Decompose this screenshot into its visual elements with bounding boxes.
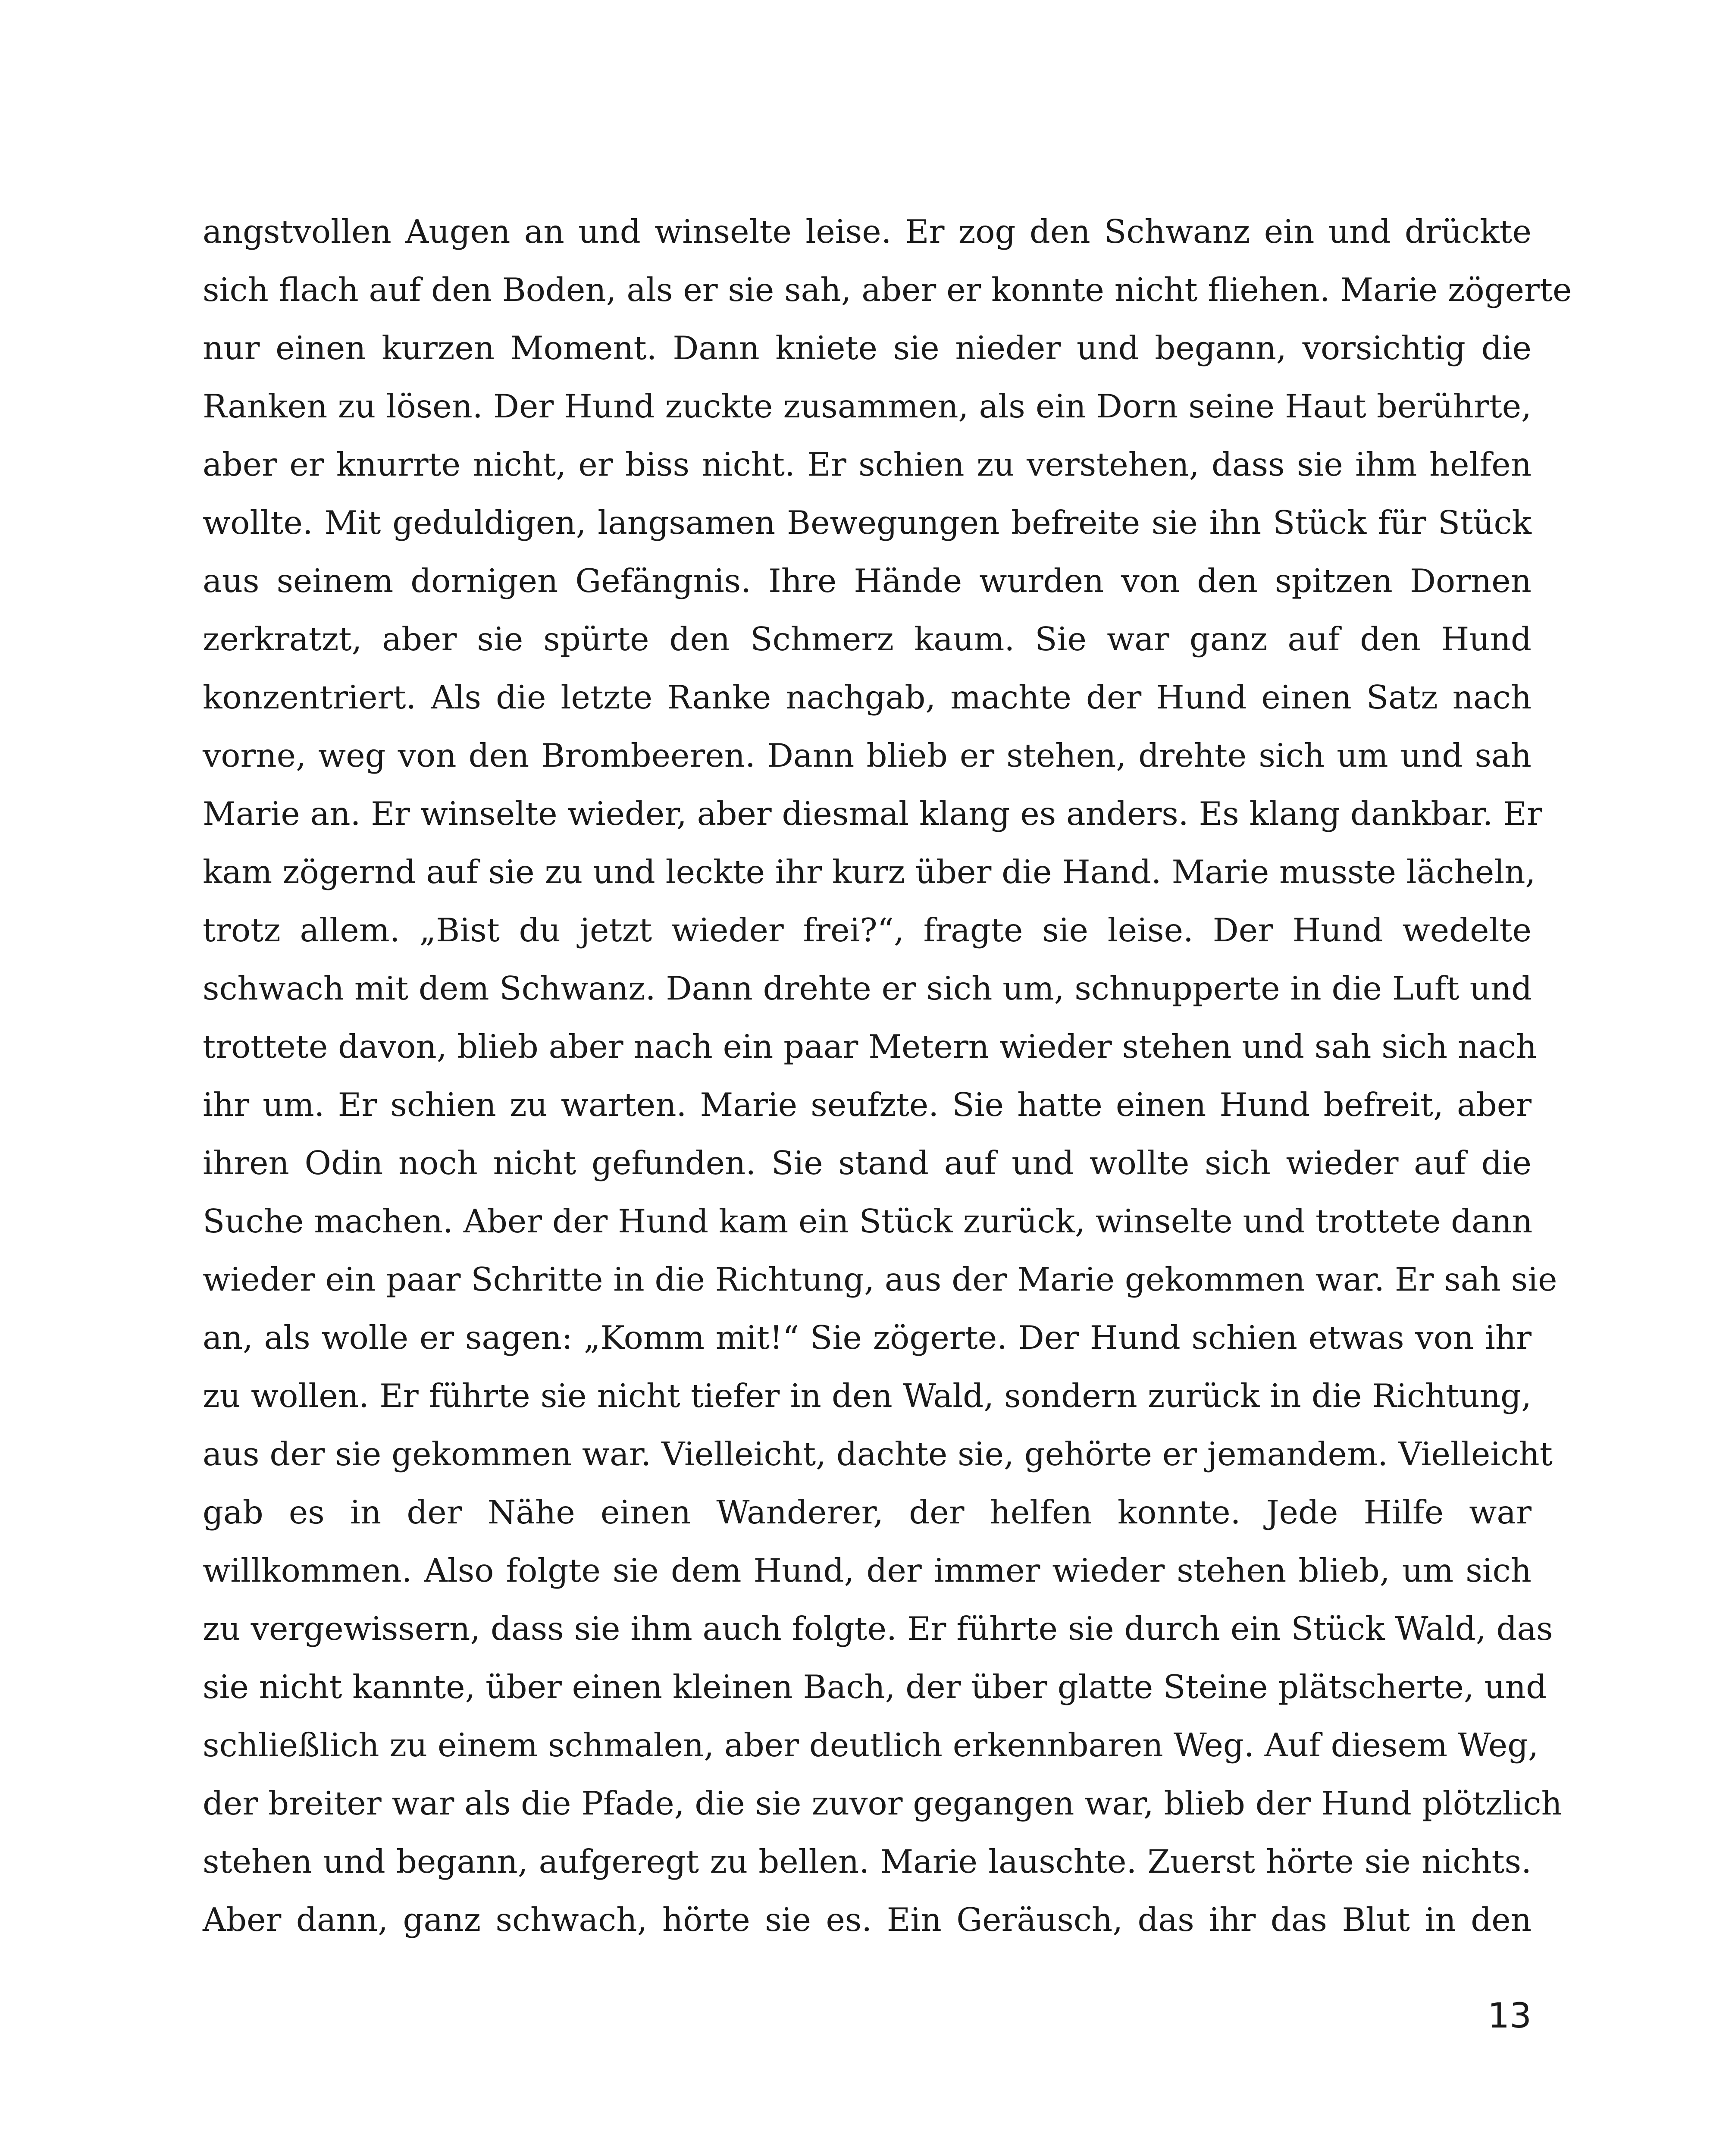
text-line: ihr um. Er schien zu warten. Marie seufzte. Sie hatte einen Hund befreit, aber <box>203 1086 1532 1124</box>
text-line: der breiter war als die Pfade, die sie zuvor gegangen war, blieb der Hund plötzlich <box>203 1784 1562 1822</box>
text-line: aber er knurrte nicht, er biss nicht. Er schien zu verstehen, dass sie ihm helfen <box>203 445 1532 483</box>
body-text <box>203 203 1572 1949</box>
text-line: trottete davon, blieb aber nach ein paar Metern wieder stehen und sah sich nach <box>203 1028 1537 1065</box>
text-line: kam zögernd auf sie zu und leckte ihr kurz über die Hand. Marie musste lächeln, <box>203 853 1536 891</box>
text-line: Aber dann, ganz schwach, hörte sie es. Ein Geräusch, das ihr das Blut in den <box>203 1901 1532 1939</box>
text-line: willkommen. Also folgte sie dem Hund, der immer wieder stehen blieb, um sich <box>203 1551 1532 1589</box>
text-line: trotz allem. „Bist du jetzt wieder frei?“, fragte sie leise. Der Hund wedelte <box>203 911 1532 949</box>
text-line: an, als wolle er sagen: „Komm mit!“ Sie zögerte. Der Hund schien etwas von ihr <box>203 1319 1532 1357</box>
text-line: ihren Odin noch nicht gefunden. Sie stand auf und wollte sich wieder auf die <box>203 1144 1532 1182</box>
text-line: vorne, weg von den Brombeeren. Dann blieb er stehen, drehte sich um und sah <box>203 736 1532 774</box>
text-line: Marie an. Er winselte wieder, aber diesmal klang es anders. Es klang dankbar. Er <box>203 795 1542 833</box>
text-line: wollte. Mit geduldigen, langsamen Bewegungen befreite sie ihn Stück für Stück <box>203 504 1532 542</box>
text-line: sich flach auf den Boden, als er sie sah, aber er konnte nicht fliehen. Marie zögerte <box>203 271 1572 309</box>
text-line: schließlich zu einem schmalen, aber deutlich erkennbaren Weg. Auf diesem Weg, <box>203 1726 1539 1764</box>
text-line: aus der sie gekommen war. Vielleicht, dachte sie, gehörte er jemandem. Vielleicht <box>203 1435 1553 1473</box>
page-number: 13 <box>1488 1996 1532 2036</box>
text-line: angstvollen Augen an und winselte leise. Er zog den Schwanz ein und drückte <box>203 213 1532 251</box>
text-line: gab es in der Nähe einen Wanderer, der helfen konnte. Jede Hilfe war <box>203 1493 1532 1531</box>
text-line: zu vergewissern, dass sie ihm auch folgte. Er führte sie durch ein Stück Wald, das <box>203 1610 1553 1648</box>
text-line: stehen und begann, aufgeregt zu bellen. Marie lauschte. Zuerst hörte sie nichts. <box>203 1843 1532 1880</box>
text-line: zu wollen. Er führte sie nicht tiefer in den Wald, sondern zurück in die Richtung, <box>203 1377 1532 1415</box>
text-line: sie nicht kannte, über einen kleinen Bach, der über glatte Steine plätscherte, und <box>203 1668 1547 1706</box>
text-line: zerkratzt, aber sie spürte den Schmerz kaum. Sie war ganz auf den Hund <box>203 620 1532 658</box>
text-line: nur einen kurzen Moment. Dann kniete sie nieder und begann, vorsichtig die <box>203 329 1532 367</box>
text-line: Suche machen. Aber der Hund kam ein Stück zurück, winselte und trottete dann <box>203 1202 1533 1240</box>
text-line: aus seinem dornigen Gefängnis. Ihre Hände wurden von den spitzen Dornen <box>203 562 1532 600</box>
text-line: wieder ein paar Schritte in die Richtung, aus der Marie gekommen war. Er sah sie <box>203 1260 1557 1298</box>
text-line: Ranken zu lösen. Der Hund zuckte zusammen, als ein Dorn seine Haut berührte, <box>203 387 1532 425</box>
text-line: konzentriert. Als die letzte Ranke nachgab, machte der Hund einen Satz nach <box>203 678 1532 716</box>
text-line: schwach mit dem Schwanz. Dann drehte er sich um, schnupperte in die Luft und <box>203 969 1532 1007</box>
